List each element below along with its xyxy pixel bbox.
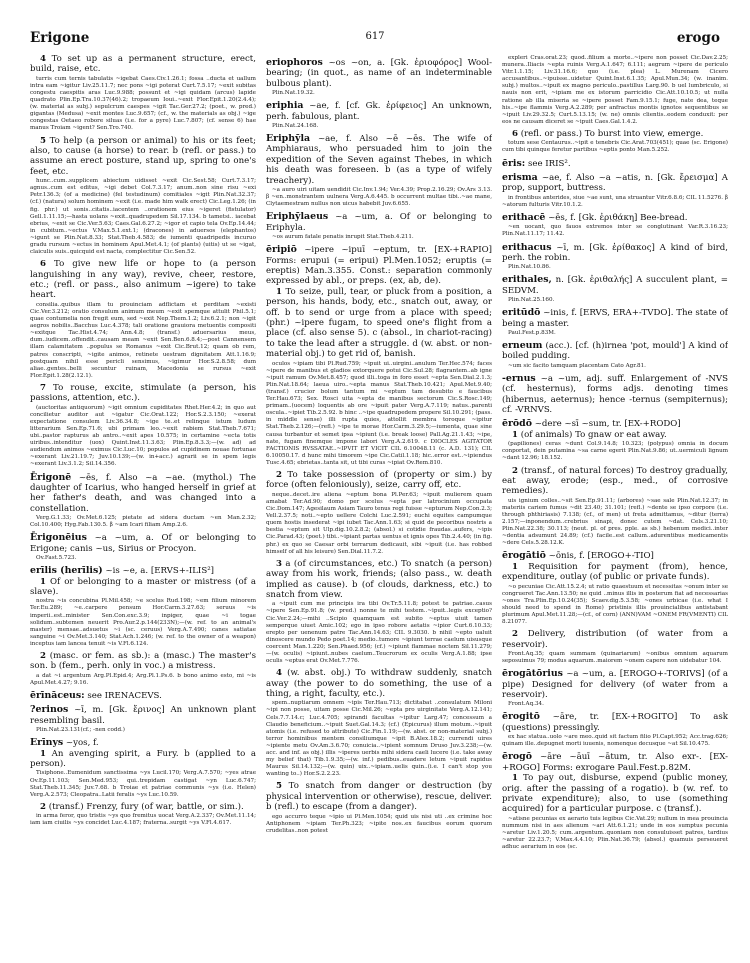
dictionary-entry — [502, 173, 728, 194]
sense-text: An avenging spirit, a Fury. b (applied to a person). — [30, 748, 256, 770]
headword: ēripiō — [266, 244, 297, 256]
entry-definition: see IRIS². — [525, 158, 571, 169]
sense-number: 6 — [512, 128, 518, 139]
quotation-block: expleri Cras.orat.23; quod..filium a morte..~ipere non posset Cic.Dav.2.25; munera..Iliacis ~epta ruinis Verg.A.1.647; 6.111; aegrum ~ipere de periculo Vitr.1.1.15; Liv.31.16.6; quo (i.e. plea) L. Murenam Cicero accusantibus..~ipuisse..uidetur Quint.Inst.6.1.35; Apul.Mun.34; (w. inanim. subj.) multos..~ipuit ex magno periculo..pastillus Larg.90. b uel lumbriculo, si nauis non erit, ~ipiam me ex istorum parricidio Cic.Att.10.10.5; ut nulla ratione ab illa miseria se ~ipere posset Fam.9.15.1; fuge, nate dea, teque his..~ipe flammis Verg.A.2.289; per anfractus montis ignotos sequentibus se ~ipuit Liv.29.32.5; Curt.5.13.15; (w. ne) omnis clientis..eodem conduxit: per eos ne causam diceret se ~ipuit Caes.Gal.1.4.2. — [502, 55, 728, 125]
quotation-block: totum sese Centaurus..~ipit e tenebris Cic.Arat.703(451); quae (sc. Erigone) cum tibi quinque feretur partibus ~eptis ponto Man.5.252. — [502, 140, 728, 154]
quotation-block: neque..decet..ire aliena ~eptum bona Pl.Per.63; ~ipuit mulierem quam amabat Ter.Ad.90; domo per scelus ~epta per latrocinium occupata Cic.Dom.147; Agesilaum Asiam Tauro tenus regi fuisse ~epturum Nep.Con.2.3; Vell.2.37.5; noti..~epto uellere Colchi Luc.2.591; euchi equites campumque quem hostis insederat ~ipi iubet Tac.Ann.1.63; si quid de pecoribus nostris a bestia ~eptum sit Ulp.dig.10.2.8.2; (absol.) si cotidie fraudas..aufers, ~ipis Cic.Parad.43; (poet.) tibi..~ipiant partas uentus et ignis opes Tib.2.4.40; (in fig. phr.) ex quo se Caesar orbi terrarum dedicauit, sibi ~ipuit (i.e. has robbed himself of all his leisure) Sen.Dial.11.7.2. — [266, 491, 492, 555]
sense-text: To rouse, excite, stimulate (a person, his passions, attention, etc.). — [30, 382, 256, 404]
sense-number: 1 — [276, 286, 282, 297]
entry-definition: ~ipere ~ipuī ~eptum, tr. [EX-+RAPIO] Forms: erupui (= eripui) Pl.Men.1052; eruptis (= ereptis) Man.3.355. Const.: separation commonly expressed by abl., or preps. (ex, ab, de). — [266, 245, 492, 287]
entry-definition: ~yos, f. — [63, 738, 99, 749]
sense-definition — [30, 54, 256, 75]
dictionary-entry — [502, 275, 728, 296]
quotation-block: in arma feror, quo tristis ~ys quo fremitus uocat Verg.A.2.337; Ov.Met.11.14; iam iam ciuilis ~ys concidet Luc.4.187; fraterna..surgit ~ys V.Fl.4.617. — [30, 813, 256, 827]
quotation-block: ~atisne pecunias ex aerario tuis legibus Cic.Vat.29; nullum in mea prouincia nummum nisi in aes alienum ~ari Att.6.1.21; unde in eos sumptus pecunia ~aretur Liv.1.20.5; cum..argentum..quoniam non consuluisset patres, tardius ~aretur 22.23.7; V.Max.4.4.10; Plin.Nat.36.79; (absol.) quamuis perseueret adhuc aerarium in eos (sc. — [502, 815, 728, 851]
sense-number: 4 — [40, 54, 46, 64]
running-head — [30, 30, 720, 48]
dictionary-entry — [502, 374, 728, 416]
sense-number: 4 — [276, 668, 282, 679]
sense-number: 6 — [40, 259, 46, 270]
citation-reference: Ov.Fast.5.723. — [36, 555, 77, 562]
dictionary-entry — [502, 341, 728, 362]
quotation-block: (auctoritas antiquorum) ~igit omnium cupiditates Rhet.Her.4.2; in quo aut concilietur auditor aut ~igatur Cic.Orat.122; Hor.S.2.3.150; ~exerat expectatione consulem Liv.36.34.8; ~ige te..et relinque istum ludum litterarium Sen.Ep.71.6; ubi primam leo..~exit rabiem Stat.Theb.7.671; ubi..pastor rapturus ab antro..~exit apes 10.575; in certamine ~ecta totis uiribus..intenditur (uox) Quint.Inst.11.3.63; Plin.Ep.8.3.3;—(w. ad) ad audiendum animos ~eximus Cic.Luc.10; populos ad cupidinem nouae fortunae ~exerant Liv.21.19.7; Juv.10.139;—(w. in+acc.) agrarii se in spem legis ~exerant Liv.3.1.2; Sil.14.356. — [30, 404, 256, 468]
quotation-block: (papiliones) ceras ~dunt Col.9.14.8; 10.323; (polypus) omnia in docum conportat, dein putamina ~sa carne egerit Plin.Nat.9.86; ut..uermiculi lignum ~dant 12.96; 18.152. — [502, 441, 728, 462]
sense-definition — [502, 629, 728, 650]
quotation-block: Front.Aq.35; quam summam (quinariarum) ~onibus omnium aquarum seposuimus 79; modus aquarum..maiorem ~onem capere non uidebatur 104. — [502, 650, 728, 665]
sense-text: To give new life or hope to (a person languishing in any way), revive, cheer, restore, etc.; (refl. or pass., also animum ~igere) to take heart. — [30, 259, 256, 301]
quotation-block: ~o pecuniae Cic.Att.15.2.4; ut ratio quaestuum et necessitas ~onum inter se congrueret Tac.Ann.13.50; ne quid ..minus illis in posterum fiat ad necessarias ~ones Tra.Plin.Ep.10.24(35); Scaev.dig.5.3.58; ~ones urbicae (i.e. what I should need to spend in Rome) pristinis illis prouincialibus antistabant plurimum Apul.Met.11.28;—(cf., of corn) (ANN)VAM ~ONEM FR(VMENTI) CIL 8.21077. — [502, 583, 728, 626]
entry-definition: ~inis, f. [ERVS, ERA+-TVDO]. The state of being a master. — [502, 308, 728, 329]
sense-text: To seize, pull, tear, or pluck from a position, a person, his hands, body, etc., snatch out, away, or off. b to send or urge from a place with speed; (phr.) ~ipere fugam, to speed one's flight from a place (cf. also sense 5). c (absol., in chariot-racing) to take the lead after a struggle. d (w. abst. or non-material obj.) to get rid of, banish. — [266, 286, 492, 360]
citation-reference: Plin.Nat.24.168. — [272, 123, 319, 130]
entry-definition: ~a ~um, a. [EROGO+-TORIVS] (of a pipe) Designed for delivery (of water from a reservoir). — [502, 669, 728, 700]
headword: erneum — [502, 339, 543, 351]
dictionary-entry — [30, 473, 256, 515]
sense-text: (refl. or pass.) To burst into view, emerge. — [517, 128, 704, 139]
entry-definition: ~a ~um, a. Of or belonging to Erigone; canis ~us, Sirius or Procyon. — [30, 533, 256, 554]
quotation-block: ~a auro uiri uitam uendidit Cic.Inv.1.94; Ver.4.39; Prop.2.16.29; Ov.Ars 3.13. β ~en..monstrantem uulnera Verg.A.6.445. b occurrent multae tibi..~ae mane, Clytaemestram nullus non uicus habebit Juv.6.655. — [266, 187, 492, 208]
sense-definition — [502, 773, 728, 815]
headword: ērīnāceus: — [30, 690, 85, 702]
sense-text: (w. abst. obj.) To withdraw suddenly, snatch away (the power to do something, the use of a thing, a right, faculty, etc.). — [266, 668, 492, 699]
citation-reference: Plin.Nat.25.160. — [508, 297, 555, 304]
quotation-block: consilia..quibus illam tu prouinciam adflictam et perditam ~existi Cic.Ver.3.212; oratio consulum animum meum ~exit spemque attulit Phil.5.1; quae contumelia non fregit eum, sed ~exit Nep.Them.1.2; Liv.6.2.1; non ~igit aegros nobilis..Bacchus Luc.4.378; tali oratione grauiora metuentis compositi ~exitque Tac.Hist.4.74; Ann.4.8; (transf.) aduersarius meus, dum..iudicem..offendit..causam meam ~exit Sen.Ben.6.8.4;—post Cannensem illam calamitatem ..populus se Romanus ~exit Cic.Brut.12; quam ob rem, patres conscripti, ~igite animos, retinete uestram dignitatem Att.1.16.9; postquam nihil esse pericli sensimus, ~igimur Hor.S.2.8.58; dum aliae..gentes..belli secuntur ruinam, Macedonia se rursus ~exit Flor.Epit.1.28(2.12.1). — [30, 301, 256, 379]
headword: eriphia — [266, 100, 304, 112]
quotation-block: turris cum ternis tabulatis ~igebat Caes.Civ.1.26.1; fossa ..ducta et uallum intra eam ~igitur Liv.25.11.7; nec pons ~igi poterat Curt.7.5.17; ~exit subitas congestu caespitis aras Luc.9.988; possunt et ~igi quidam (arcus) lapide quadrato Plin.Ep.Tra.10.37(46).2; tropaeum Ioui..~exit Flor.Epit.1.20(2.4.4); (w. material as subj.) sepulcrum caespes ~igit Tac.Ger.27.2; (poet., w. pred.) gigantas (Medusa) ~exit montes Luc.9.657; (cf., w. the materials as obj.) ~ige congestas Oetaeo robore siluas (i.e. for a pyre) Luc.7.807; (cf. sense 6) hae manus Troiam ~igent? Sen.Tro.740. — [30, 75, 256, 132]
citation-reference: Front.Aq.34. — [508, 701, 544, 708]
sense-definition — [502, 562, 728, 583]
sense-text: To take possession of (property or sim.) by force (often feloniously), seize, carry off, etc. — [266, 470, 492, 491]
sense-definition — [30, 136, 256, 178]
entry-definition: ~ae, f. Also ~ē ~ēs. The wife of Amphiaraus, who persuaded him to join the expedition of the Seven against Thebes, in which his death was foreseen. b (as a type of wifely treachery). — [266, 134, 492, 186]
entry-definition: see IRENACEVS. — [84, 691, 162, 702]
entry-definition: ~os ~on, a. [Gk. ἐριοφόρος] Wool-bearing; (in quot., as name of an indeterminable bulbous plant). — [266, 58, 492, 89]
headword: Ērigonē — [30, 471, 72, 483]
sense-number: 1 — [40, 748, 46, 759]
sense-number: 3 — [276, 558, 282, 569]
citation-reference: Paul.Fest.p.83M. — [508, 329, 556, 336]
sense-number: 1 — [512, 561, 518, 572]
quotation-block: a ~ipuit cum me principis ira tibi Ov.Tr.5.11.8; potest te patriae..casus ~ipere Sen.Ep.91.8; (w. pred.) nonne te mihi testem..~ipuit..legis exceptio? Cic.Ver.2.24;—mihi ..Scipio quamquam est subito ~eptus uiuit tamen semperque uiuet Amic.102; ego in ipso robore aetatis ~ipior Curt.6.10.33; erepto per uenenum patre Tac.Ann.14.63; CIL 9.3030. b nihil ~epto ualuit dinoscere mundo Pedo poet.14; medio..tumore ~ipiunt terrae caelum uisusque coercent Man.1.220; Sen.Phaed.956; (cf.) ~ipiunt flammae noctem Sil.11.279;—(w. oculis) ~ipiunt..nubes caelum..Teucrorum ex oculis Verg.A.1.88; ipse oculis ~eptus erat Ov.Met.7.776. — [266, 601, 492, 665]
sense-text: (masc. or fem. as sb.): a (masc.) The master's son. b (fem., perh. only in voc.) a mistress. — [30, 651, 256, 672]
dictionary-entry — [502, 712, 728, 733]
sense-text: To set up as a permanent structure, erect, build, raise, etc. — [30, 54, 256, 75]
sense-text: (of animals) To gnaw or eat away. — [517, 429, 667, 440]
quotation-block: in frontibus anterides, siue ~ae sunt, una struantur Vitr.6.8.6; CIL 11.5276. β ~atorum fulturis Vitr.10.1.2. — [502, 194, 728, 208]
dictionary-entry — [502, 752, 728, 773]
headword: ērogātōrius — [502, 668, 563, 680]
entry-definition: ~ōnis, f. [EROGO+-TIO] — [545, 551, 654, 562]
sense-number: 2 — [512, 629, 518, 640]
sense-definition — [266, 287, 492, 360]
sense-definition — [30, 383, 256, 404]
citation-reference: Plin.Nat.19.32. — [272, 90, 315, 97]
headword: Eriphȳla — [266, 133, 311, 145]
dictionary-entry — [266, 212, 492, 233]
dictionary-entry — [502, 419, 728, 429]
column-middle — [266, 54, 492, 954]
sense-number: 7 — [40, 382, 46, 393]
dictionary-entry — [502, 669, 728, 700]
headword: erithacē — [502, 211, 546, 223]
sense-text: To pay out, disburse, expend (public money, orig. after the passing of a rogatio). b (w. ref. to private expenditure); also, to use (something acquired) for a particular purpose. c (transf.). — [502, 773, 728, 815]
sense-number: 1 — [40, 576, 46, 587]
sense-definition — [30, 577, 256, 598]
sense-definition — [266, 781, 492, 812]
entry-definition: ~ēs, f. Also ~a ~ae. (mythol.) The daughter of Icarius, who hanged herself in grief at her father's death, and was changed into a constellation. — [30, 472, 256, 514]
quotation-block: nostra ~is concubina Pl.Mil.458; ~e scelus Rud.198; ~em filium minorem Ter.Eu.289; ~e..carpere pensum Hor.Carm.3.27.63; seruus ~is imperii..est..minister Sen.Con.exc.3.9; inpiger, quae ~i togae solidum..subtemen neuerit Pro.Aur.2.p.144(233N);—(w. ref. to an animal's master) mensae..adsuetus ~i (sc. ceruus) Verg.A.7.490; canes satiatae sanguine ~i Ov.Met.3.140; Stat.Ach.1.246; (w. ref. to the owner of a weapon) inceptus iam lancea tenuit ~is V.Fl.6.124. — [30, 598, 256, 647]
sense-text: Delivery, distribution (of water from a reservoir). — [502, 629, 728, 650]
quotation-block: Tisiphone..Eumenidum sanctissima ~ys Lucil.170; Verg.A.7.570; ~yes atrae Ov.Ep.11.103; Sen.Med.953; qui..trepidam castigat ~yn Luc.6.747; Stat.Theb.11.345; Juv.7.68. b Troiae et patriae communis ~ys (i.e. Helen) Verg.A.2.573; Cleopatra..Latii feralis ~ys Luc.10.59. — [30, 770, 256, 798]
citation-reference: ~um sic facito tamquam placentam Cato Agr.81. — [508, 362, 646, 369]
quotation-block: a dat ~i argentum Arg.Pl.Epid.4; Arg.Pl.1.Ps.6. b bono animo esto, mi ~is Apul.Met.4.27; 9.16. — [30, 672, 256, 686]
dictionary-entry — [502, 243, 728, 264]
headword: Ērigonēius — [30, 532, 87, 544]
sense-number: 2 — [40, 801, 46, 812]
headword: Erīnys — [30, 737, 64, 749]
columns — [30, 54, 730, 954]
entry-definition: ~ae, f. [cf. Gk. ἐρίφειος] An unknown, perh. fabulous, plant. — [266, 101, 492, 122]
headword: ērogō — [502, 751, 532, 763]
entry-definition: ~ī, m. [Gk. ἐρίθακος] A kind of bird, perh. the robin. — [502, 242, 728, 263]
dictionary-entry — [502, 159, 728, 169]
sense-number: 2 — [276, 470, 282, 481]
sense-text: Of or belonging to a master or mistress (of a slave). — [30, 576, 256, 597]
sense-text: (transf., of natural forces) To destroy gradually, eat away, erode; (esp., med., of corrosive remedies). — [502, 465, 728, 497]
sense-text: a (of circumstances, etc.) To snatch (a person) away from his work, friends; (also pass., w. death implied as cause). b (of clouds, darkness, etc.) to snatch from view. — [266, 558, 492, 600]
quotation-block: uis ignium colles..~sit Sen.Ep.91.11; (arbores) ~sae sale Plin.Nat.12.37; in materiis cariem fumus ~dit 23.40; 31.101; (refl.) ~dente se ipso corpore (i.e. through phthiriasis) 7.138; (cf., of men) ut freta admittamus, ~ditur (terra) 2.157;—inponendum..crebrius sinapi, donec cutem ~dat. Cels.3.21.10; Plin.Nat.22.38; 30.113; (neut. pl. of pres. pple. as sb.) hebenum medici..inter ~dentia adsumunt 24.89; (cf.) facile..est callum..adurentibus medicamentis ~dere Cels.5.28.12.K. — [502, 497, 728, 547]
running-head-first-word: Erigone — [30, 30, 90, 46]
dictionary-entry — [30, 533, 256, 554]
dictionary-entry — [502, 213, 728, 223]
headword: -ernus — [502, 372, 536, 384]
dictionary-entry — [30, 705, 256, 726]
running-head-last-word: erogo — [676, 30, 720, 46]
quotation-block: ego accurro teque ~ipio ui Pl.Men.1054; quid uis nisi uti ..ex crimine hoc Antiphonem ~ipiam Ter.Ph.323; ~ipite nos..ex faucibus eorum quorum crudelitas..non potest — [266, 813, 492, 834]
dictionary-entry — [502, 551, 728, 561]
entry-definition: ~a ~um, a. Of or belonging to Eriphyla. — [266, 212, 492, 233]
headword: ērōdō — [502, 418, 532, 430]
quotation-block: hunc..cum..supplicem abiectum uidisset ~exit Cic.Sest.58; Curt.7.3.17; agnus..cum est editus, ~igi debet Col.7.3.17; anum..non sine risu ~exi Petr.136.3; (of a medicine) (fel testudinum) comitiales ~igit Plin.Nat.32.37; (cf.) (natura) solum hominem ~exit (i.e. made him walk erect) Cic.Leg.1.26; (in fig. phr.) ut sonis..citatis..iacentem ..orationem eius ~igeret (fistulator) Gell.1.11.15;—hasta uolans ~exit..quadrupedem Sil.17.134. b tametsi.. iacebat ebrius, ~exit se Cic.Ver.5.63; Caes.Gal.6.27.2; ~igor et capio tela Ov.Ep.14.44; in cubitum..~ectus V.Max.5.1.ext.1; (dracones) in aduersos (elephantos) ~igunt se Plin.Nat.8.33; Stat.Theb.4.583; de iumenti quadripedis incuruo gradu rursum ~ectus in hominem Apul.Met.4.1; (of plants) (uitis) ut se ~igat, claiculis suis..quicquid est nacta, complectitur Cic.Sen.52. — [30, 178, 256, 256]
sense-number: 1 — [512, 429, 518, 440]
quotation-block: oculos ~ipiam tibi Pl.Rud.759; ~ipuit ui..uirgini..anulum Ter.Hec.574; faces ~ipere de manibus et gladios extorquere potui Cic.Sul.28; flagrantem..ab igne ~ipuit ramum Ov.Met.8.457; quod illi..toga in foro esset ~epta Sen.Dial.2.1.3; Plin.Nat.18.64; laeua uiro..~epta manus Stat.Theb.10.421; Apul.Met.9.40; (transf.) crucior bolum tantum mi ~eptum tam desubito e faucibus Ter.Hau.673; Sex. Rosci uita ~epta de manibus sectorum Cic.S.Rosc.149; primam..(uocem) loquentis ab ore ~ipuit pater Verg.A.7.119; natus..parenti oscula..~ipiet Tib.2.5.92. b hinc ..~ipe quadrupedem propere Sil.10.291; (pass. in middle sense) illi rupta quies, attollit membra toroque ~ipitur Stat.Theb.2.126;—(refl.) ~ipe te morae Hor.Carm.3.29.5;—iumenta, quae sine causa turbantur et semet ipsa ~ipiunt (i.e. break loose) Pall.Ag.21.1.43; ~ipe, nate, fugam finemque impone labori Verg.A.2.619. c DIOCLES AGITATOR FACTIONIS RVSSATAE..~IPVIT ET VICIT CIL 6.10048.11 (c. A.D. 131); CIL 6.10050.17. d hunc mihi timorem ~ipe Cic.Catil.1.18; hic..error est..~ipiendus Tusc.4.65; ebrietas..tanta sit, ut tibi curas ~ipiat Ov.Rem.810. — [266, 360, 492, 466]
entry-definition: ~dere ~sī ~sum, tr. [EX-+RODO] — [531, 419, 681, 430]
sense-number: 2 — [40, 651, 46, 662]
headword: erithales, — [502, 274, 552, 286]
quotation-block: ex hac statua..uolo ~are meo..quid sit factum filio Pl.Capt.952; Acc.trag.626; quinam ille..depugnet morti iuuenis, nomenque decusque ~at Sil.10.475. — [502, 734, 728, 748]
sense-number: 5 — [40, 135, 46, 146]
entry-definition: ~a ~um, adj. suff. Enlargement of -NVS (cf. hesternus), forms adjs. denoting times (hibernus, aeternus); hence -ternus (sempiternus); cf. -VRNVS. — [502, 373, 728, 415]
headword: erīlis (herīlis) — [30, 565, 103, 577]
dictionary-entry — [266, 58, 492, 89]
sense-text: To snatch from danger or destruction (by physical intervention or otherwise), rescue, deliver. b (refl.) to escape (from a danger). — [266, 781, 492, 813]
entry-definition: ~ī, m. [Gk. ἔρινος] An unknown plant resembling basil. — [30, 705, 256, 726]
sense-definition — [502, 430, 728, 440]
headword: ēris: — [502, 157, 526, 169]
quotation-block: Verg.G.1.33; Ov.Met.6.125; pietate ad sidera ductam ~en Man.2.32; Col.10.400; Hyg.Fab.130.5. β ~am Icari filiam Amp.2.6. — [30, 515, 256, 529]
sense-definition — [266, 668, 492, 699]
headword: eritūdō — [502, 307, 541, 319]
sense-definition — [502, 466, 728, 497]
sense-text: (transf.) Frenzy, fury (of war, battle, or sim.). — [45, 801, 244, 812]
sense-definition — [266, 470, 492, 491]
entry-definition: ~āre ~āuī ~ātum, tr. Also exr-. [EX-+ROGO] Forms: exrogare Paul.Fest.p.82M. — [502, 752, 728, 773]
headword: erisma — [502, 171, 538, 183]
dictionary-entry — [266, 101, 492, 122]
citation-reference: Plin.Nat.23.131(cf.; -nen codd.) — [36, 727, 125, 734]
sense-number: 5 — [276, 781, 282, 792]
sense-definition — [30, 651, 256, 672]
sense-definition — [30, 259, 256, 301]
sense-definition — [30, 802, 256, 812]
entry-definition: n. [Gk. ἐριθαλής] A succulent plant, = SEDVM. — [502, 275, 728, 296]
entry-definition: ~āre, tr. [EX-+ROGITO] To ask (questions) pressingly. — [502, 712, 728, 733]
page-number: 617 — [365, 31, 385, 42]
sense-text: Requisition for payment (from), hence, expenditure, outlay (of public or private funds). — [502, 561, 728, 583]
entry-definition: ~ae, f. Also ~a ~atis, n. [Gk. ἔρεισμα] A prop, support, buttress. — [502, 172, 728, 194]
quotation-block: spem..nuptiarum omnem ~ipis Ter.Hau.713; dictitabat ..consulatum Miloni ~ipi non posse, uitam posse Cic.Mil.26; ~epta pro uirginitate Verg.A.12.141; Cels.7.7.14.c; Luc.4.705; spirandi facultas ~ipitur Larg.47; concessum a Claudio beneficium..~ipuit Suet.Gal.14.3; (cf.) (Epicurus) illum motum..~ipuit atomis (i.e. refused to attribute) Cic.Fin.1.19;—(w. abst. or non-material subj.) terror hominibus mentem consiliumque ~ipit B.Alex.18.2; currendi uires ~ipiente metu Ov.Am.3.6.70; conuicia..~ipient somnum Druso Juv.3.238;—(w. acc. and inf. as obj.) illis ~iperes uerbis mihi sidera caeli lucere (i.e. take away my belief that) Tib.1.9.35;—(w. inf.) pedibus..euadere letum ~ipuit rapidus Maurus Sil.14.132;—(w. quin) uix..~ipiam..uelis quin..(i.e. I can't stop you wanting to..) Hor.S.2.2.23. — [266, 700, 492, 778]
headword: ērogitō — [502, 711, 540, 723]
dictionary-entry — [30, 691, 256, 701]
dictionary-entry — [30, 566, 256, 576]
headword: ērogātiō — [502, 550, 546, 562]
headword: ?erinos — [30, 704, 69, 716]
entry-definition: ~ēs, f. [Gk. ἐριθάκη] Bee-bread. — [545, 212, 688, 223]
headword: erithacus — [502, 241, 552, 253]
sense-definition — [502, 129, 728, 139]
dictionary-entry — [30, 738, 256, 748]
citation-reference: Plin.Nat.10.86. — [508, 264, 551, 271]
citation-reference: ~os aurum fatale penatis inrupit Stat.Theb.4.211. — [272, 234, 414, 241]
sense-number: 1 — [512, 773, 518, 784]
headword: eriophoros — [266, 57, 323, 68]
sense-definition — [266, 559, 492, 601]
sense-number: 2 — [512, 465, 518, 476]
entry-definition: (acc.). [cf. (h)irnea 'pot, mould'] A kind of boiled pudding. — [502, 340, 728, 362]
column-left — [30, 54, 256, 954]
sense-definition — [30, 749, 256, 770]
quotation-block: ~en uocant, quo fauos extremos inter se conglutinant Var.R.3.16.23; Plin.Nat.11.17; 11.42. — [502, 224, 728, 238]
column-right — [502, 54, 728, 954]
dictionary-entry — [266, 134, 492, 186]
dictionary-entry — [502, 308, 728, 329]
sense-text: To help (a person or animal) to his or its feet; also, to cause (a horse) to rear. b (refl. or pass.) to assume an erect posture, stand up, spring to one's feet, etc. — [30, 135, 256, 177]
dictionary-entry — [266, 245, 492, 287]
headword: Eriphȳlaeus — [266, 211, 329, 223]
entry-definition: ~is ~e, a. [ERVS+-ILIS²] — [102, 566, 215, 577]
